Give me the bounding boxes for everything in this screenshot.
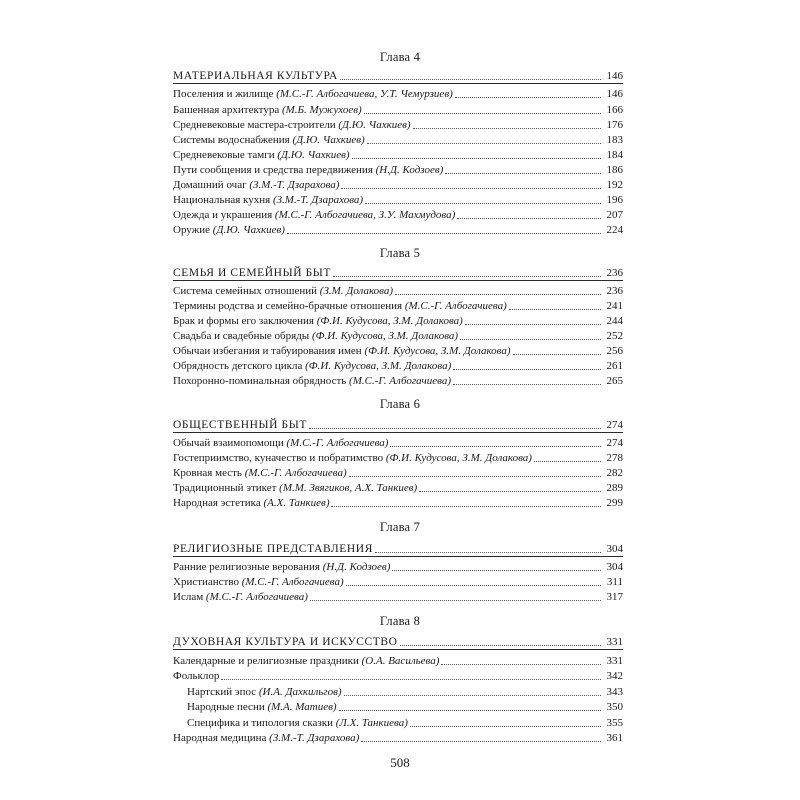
entry-title: Средневековые мастера-строители: [173, 119, 339, 131]
chapter-heading: Глава 8: [379, 614, 421, 628]
toc-entry: [173, 222, 623, 236]
dot-leader: [221, 678, 601, 680]
entry-author: (З.М.-Т. Дзарахова): [249, 179, 340, 191]
section-rule: [173, 83, 623, 84]
entry-title: Одежда и украшения: [173, 209, 275, 221]
folio-page-number: 508: [390, 755, 410, 770]
toc-entry: [173, 313, 623, 327]
dot-leader: [465, 323, 601, 325]
page-number: 331: [606, 636, 623, 648]
toc-subentry: [187, 715, 623, 729]
entry-title: Системы водоснабжения: [173, 134, 293, 146]
dot-leader: [333, 275, 601, 277]
entry-title: Оружие: [173, 224, 213, 236]
page-number: 282: [606, 467, 623, 479]
page-number: 183: [606, 134, 623, 146]
entry-title: Ислам: [173, 591, 206, 603]
entry-author: (М.С.-Г. Албогачиева): [404, 300, 507, 312]
toc-entry: [173, 465, 623, 479]
entry-author: (М.С.-Г. Албогачиева): [244, 467, 347, 479]
toc-entry: [173, 495, 623, 509]
section-rule: [173, 432, 623, 433]
dot-leader: [352, 157, 601, 159]
chapter-heading: Глава 5: [379, 246, 421, 260]
page-number: 241: [606, 300, 623, 312]
entry-author: (М.М. Звягиков, А.Х. Танкиев): [279, 482, 418, 494]
dot-leader: [453, 368, 601, 370]
toc-entry: [173, 358, 623, 372]
entry-author: (Н.Д. Кодзоев): [322, 561, 391, 573]
page-number: 361: [606, 732, 623, 744]
page-number: 355: [606, 717, 623, 729]
toc-section-title: [173, 416, 623, 431]
entry-author: (А.Х. Танкиев): [263, 497, 330, 509]
entry-author: (М.С.-Г. Албогачиева, У.Т. Чемурзиев): [276, 88, 453, 100]
entry-title: Домашний очаг: [173, 179, 250, 191]
entry-author: (З.М. Долакова): [319, 285, 394, 297]
dot-leader: [513, 353, 601, 355]
toc-entry: [173, 328, 623, 342]
dot-leader: [441, 663, 601, 665]
page-number: 331: [606, 655, 623, 667]
page-number: 176: [606, 119, 623, 131]
section-title-text: СЕМЬЯ И СЕМЕЙНЫЙ БЫТ: [173, 266, 332, 279]
entry-title: Народная эстетика: [173, 497, 264, 509]
entry-title: Христианство: [173, 576, 242, 588]
entry-title: Обычаи избегания и табуирования имен: [173, 345, 365, 357]
toc-entry: [173, 192, 623, 206]
page-number: 236: [606, 285, 623, 297]
page-number: 304: [606, 543, 623, 555]
toc-entry: [173, 589, 623, 603]
page-number: 274: [606, 437, 623, 449]
page-number: 244: [606, 315, 623, 327]
toc-entry: [173, 373, 623, 387]
chapter-heading: Глава 4: [379, 50, 421, 64]
entry-author: (Ф.И. Кудусова, З.М. Долакова): [385, 452, 532, 464]
entry-title: Обрядность детского цикла: [173, 360, 306, 372]
entry-author: (О.А. Васильева): [361, 655, 440, 667]
page-number: 289: [606, 482, 623, 494]
dot-leader: [364, 112, 601, 114]
toc-entry: [173, 162, 623, 176]
entry-title: Традиционный этикет: [173, 482, 280, 494]
toc-subentry: [187, 699, 623, 713]
toc-entry: [173, 132, 623, 146]
page-number: 343: [606, 686, 623, 698]
entry-title: Календарные и религиозные праздники: [173, 655, 362, 667]
page-number: 196: [606, 194, 623, 206]
entry-title: Народная медицина: [173, 732, 270, 744]
page-number: 342: [606, 670, 623, 682]
dot-leader: [534, 460, 601, 462]
section-rule: [173, 649, 623, 650]
dot-leader: [309, 427, 601, 429]
toc-entry: [173, 102, 623, 116]
entry-author: (Д.Ю. Чахкиев): [292, 134, 365, 146]
page-number: 304: [606, 561, 623, 573]
entry-author: (Д.Ю. Чахкиев): [212, 224, 285, 236]
toc-entry: [173, 574, 623, 588]
toc-entry: [173, 730, 623, 744]
chapter-heading: Глава 7: [379, 520, 421, 534]
section-title-text: МАТЕРИАЛЬНАЯ КУЛЬТУРА: [173, 69, 338, 82]
dot-leader: [365, 202, 601, 204]
page-number: 311: [606, 576, 623, 588]
page-number: 299: [606, 497, 623, 509]
dot-leader: [349, 475, 601, 477]
entry-title: Средневековые тамги: [173, 149, 278, 161]
page-number: 278: [606, 452, 623, 464]
entry-author: (Ф.И. Кудусова, З.М. Долакова): [305, 360, 452, 372]
page-number: 252: [606, 330, 623, 342]
dot-leader: [460, 338, 601, 340]
toc-entry: [173, 147, 623, 161]
page-number: 261: [606, 360, 623, 372]
toc-entry: [173, 343, 623, 357]
entry-title: Фольклор: [173, 670, 220, 682]
dot-leader: [455, 96, 601, 98]
page-number: 146: [606, 70, 623, 82]
dot-leader: [457, 217, 601, 219]
entry-title: Кровная месть: [173, 467, 245, 479]
entry-author: (М.С.-Г. Албогачиева): [205, 591, 308, 603]
section-rule: [173, 280, 623, 281]
entry-author: (М.С.-Г. Албогачиева): [241, 576, 344, 588]
entry-author: (Ф.И. Кудусова, З.М. Долакова): [311, 330, 459, 342]
dot-leader: [331, 505, 601, 507]
toc-entry: [173, 559, 623, 573]
dot-leader: [445, 172, 601, 174]
dot-leader: [413, 127, 601, 129]
entry-author: (Д.Ю. Чахкиев): [277, 149, 350, 161]
entry-title: Ранние религиозные верования: [173, 561, 323, 573]
entry-title: Система семейных отношений: [173, 285, 320, 297]
dot-leader: [375, 551, 601, 553]
dot-leader: [346, 584, 601, 586]
dot-leader: [392, 569, 601, 571]
section-title-text: ОБЩЕСТВЕННЫЙ БЫТ: [173, 418, 307, 431]
page-number: 317: [606, 591, 623, 603]
dot-leader: [419, 490, 601, 492]
section-title-text: РЕЛИГИОЗНЫЕ ПРЕДСТАВЛЕНИЯ: [173, 542, 373, 555]
entry-title: Похоронно-поминальная обрядность: [173, 375, 350, 387]
page-number: 186: [606, 164, 623, 176]
page-number: 166: [606, 104, 623, 116]
page-number: 236: [606, 267, 623, 279]
entry-author: (М.А. Матиев): [267, 701, 337, 713]
entry-author: (М.Б. Мужухоев): [281, 104, 362, 116]
toc-entry: [173, 207, 623, 221]
section-rule: [173, 556, 623, 557]
toc-section-title: [173, 67, 623, 82]
entry-title: Специфика и типология сказки: [187, 717, 336, 729]
page-number: 350: [606, 701, 623, 713]
dot-leader: [410, 725, 601, 727]
entry-author: (И.А. Дахкильгов): [258, 686, 342, 698]
entry-title: Народные песни: [187, 701, 268, 713]
page-number: 256: [606, 345, 623, 357]
page-number: 146: [606, 88, 623, 100]
toc-section-title: [173, 540, 623, 555]
dot-leader: [341, 187, 601, 189]
entry-author: (Д.Ю. Чахкиев): [338, 119, 411, 131]
entry-title: Брак и формы его заключения: [173, 315, 317, 327]
dot-leader: [310, 599, 601, 601]
dot-leader: [287, 232, 601, 234]
toc-section-title: [173, 264, 623, 279]
toc-entry: [173, 435, 623, 449]
dot-leader: [390, 445, 601, 447]
toc-entry: [173, 283, 623, 297]
entry-title: Свадьба и свадебные обряды: [173, 330, 312, 342]
page-number: 265: [606, 375, 623, 387]
entry-title: Обычай взаимопомощи: [173, 437, 287, 449]
entry-title: Башенная архитектура: [173, 104, 282, 116]
toc-entry: [173, 177, 623, 191]
entry-author: (М.С.-Г. Албогачиева): [286, 437, 389, 449]
entry-author: (З.М.-Т. Дзарахова): [269, 732, 360, 744]
entry-title: Национальная кухня: [173, 194, 273, 206]
entry-author: (Л.Х. Танкиева): [335, 717, 408, 729]
entry-title: Термины родства и семейно-брачные отношения: [173, 300, 405, 312]
page-number: 207: [606, 209, 623, 221]
page-number: 184: [606, 149, 623, 161]
entry-title: Нартский эпос: [187, 686, 259, 698]
entry-author: (Ф.И. Кудусова, З.М. Долакова): [364, 345, 511, 357]
dot-leader: [509, 308, 601, 310]
dot-leader: [344, 694, 601, 696]
dot-leader: [367, 142, 601, 144]
dot-leader: [395, 293, 601, 295]
toc-entry: [173, 480, 623, 494]
toc-entry: [173, 298, 623, 312]
toc-entry: [173, 86, 623, 100]
entry-author: (Ф.И. Кудусова, З.М. Долакова): [316, 315, 463, 327]
page-number: 192: [606, 179, 623, 191]
section-title-text: ДУХОВНАЯ КУЛЬТУРА И ИСКУССТВО: [173, 635, 398, 648]
page-number: 274: [606, 419, 623, 431]
toc-entry: [173, 450, 623, 464]
toc-entry: [173, 653, 623, 667]
toc-entry: [173, 117, 623, 131]
entry-title: Поселения и жилище: [173, 88, 277, 100]
entry-author: (З.М.-Т. Дзарахова): [272, 194, 364, 206]
dot-leader: [453, 383, 601, 385]
toc-section-title: [173, 633, 623, 648]
dot-leader: [339, 709, 601, 711]
dot-leader: [400, 644, 601, 646]
entry-author: (Н.Д. Кодзоев): [375, 164, 444, 176]
entry-title: Пути сообщения и средства передвижения: [173, 164, 376, 176]
dot-leader: [340, 78, 601, 80]
toc-entry: [173, 668, 623, 682]
dot-leader: [361, 740, 601, 742]
entry-author: (М.С.-Г. Албогачиева, З.У. Махмудова): [274, 209, 456, 221]
entry-title: Гостеприимство, куначество и побратимство: [173, 452, 386, 464]
toc-subentry: [187, 684, 623, 698]
entry-author: (М.С.-Г. Албогачиева): [349, 375, 451, 387]
chapter-heading: Глава 6: [379, 397, 421, 411]
page-number: 224: [606, 224, 623, 236]
